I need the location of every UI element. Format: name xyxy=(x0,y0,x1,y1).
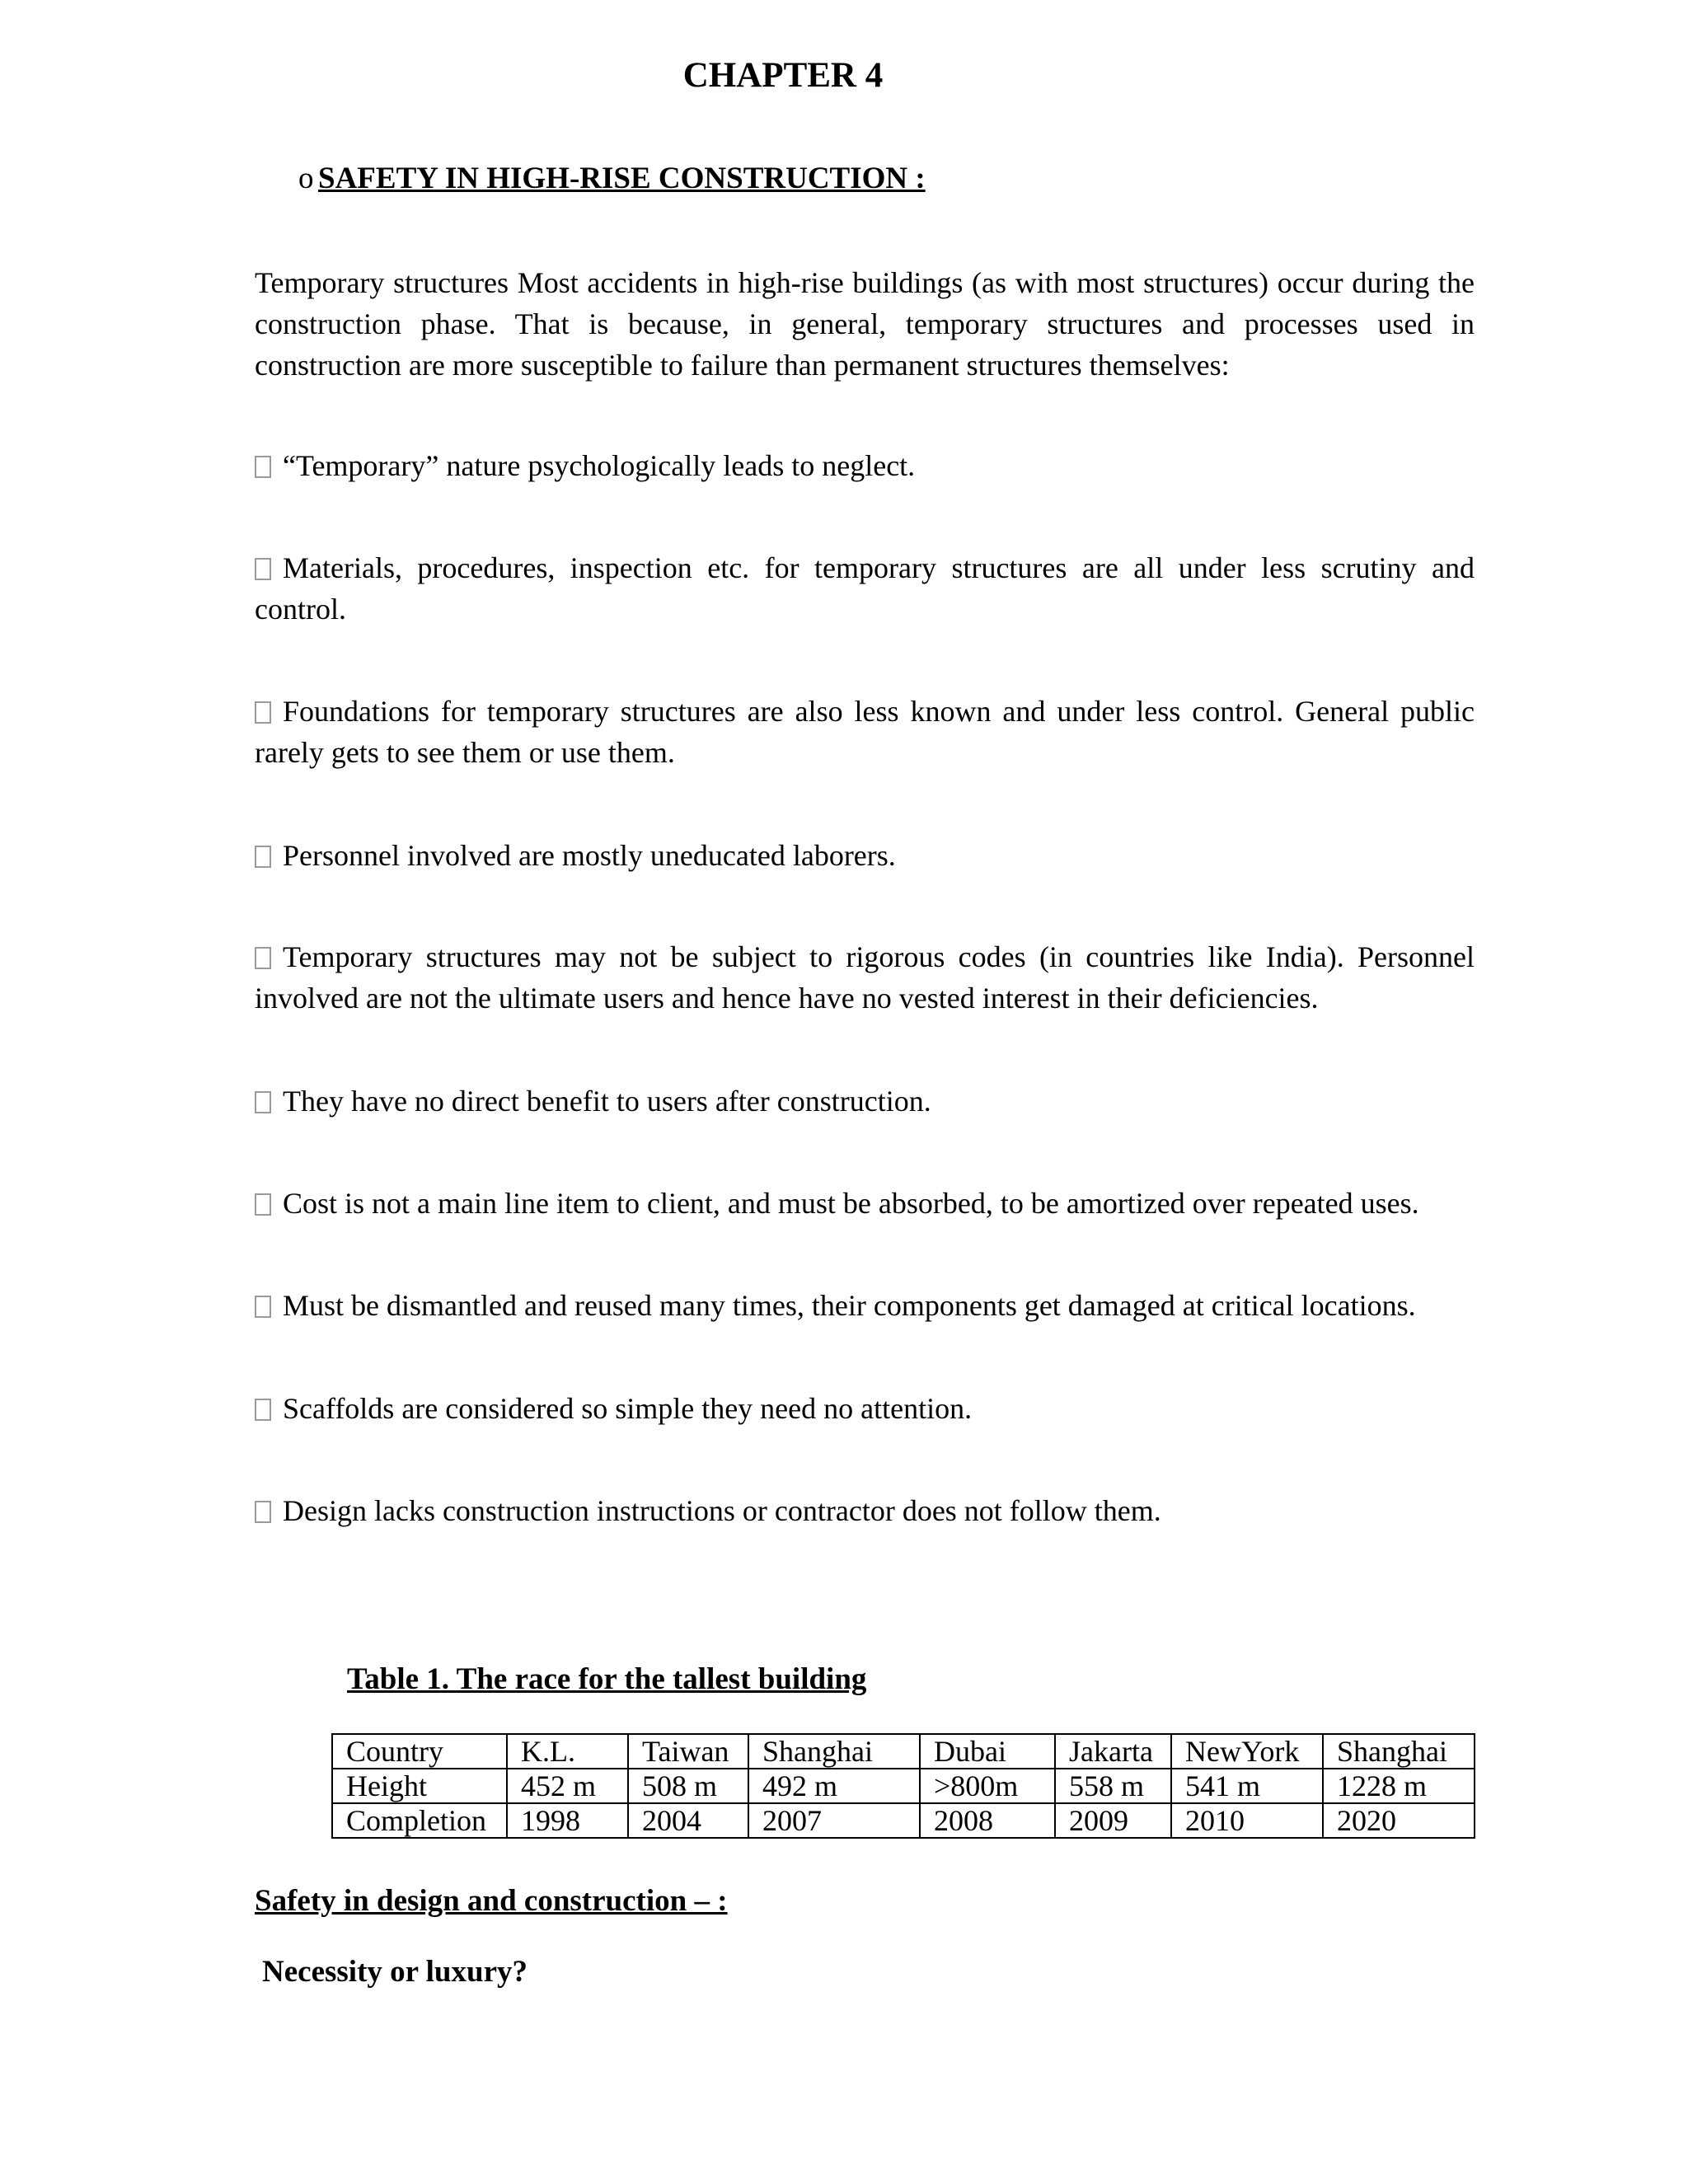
subsection-heading: Safety in design and construction – : xyxy=(255,1884,728,1918)
checkbox-bullet-icon xyxy=(255,1193,271,1216)
bullet-item-4 xyxy=(255,835,1475,876)
bullet-item-10 xyxy=(255,1490,1475,1531)
table-cell: Country xyxy=(332,1734,507,1769)
checkbox-bullet-icon xyxy=(255,1091,271,1113)
table-cell: 452 m xyxy=(507,1769,628,1803)
table-cell: 2009 xyxy=(1055,1803,1171,1838)
section-bullet: o xyxy=(298,162,314,195)
table-cell: 2004 xyxy=(628,1803,748,1838)
checkbox-bullet-icon xyxy=(255,456,271,478)
bullet-text: Foundations for temporary structures are also less known and under less control. General public rarely gets to see them or use them. xyxy=(255,695,1475,769)
intro-paragraph: Temporary structures Most accidents in high-rise buildings (as with most structures) occur during the construction phase. That is because, in general, temporary structures and processes used in construction are more susceptible to failure than permanent structures themselves: xyxy=(255,266,1475,382)
checkbox-bullet-icon xyxy=(255,558,271,580)
bullet-item-5 xyxy=(255,936,1475,1019)
bullet-item-7 xyxy=(255,1183,1475,1224)
checkbox-bullet-icon xyxy=(255,1501,271,1523)
table-row xyxy=(332,1803,1475,1838)
checkbox-bullet-icon xyxy=(255,947,271,969)
bullet-text: Materials, procedures, inspection etc. for temporary structures are all under less scrutiny and control. xyxy=(255,551,1475,626)
table-row xyxy=(332,1734,1475,1769)
bullet-text: Cost is not a main line item to client, and must be absorbed, to be amortized over repeated uses. xyxy=(283,1187,1419,1220)
checkbox-bullet-icon xyxy=(255,701,271,724)
table-cell: 1228 m xyxy=(1323,1769,1475,1803)
tallest-building-table xyxy=(331,1733,1475,1839)
table-cell: 492 m xyxy=(748,1769,920,1803)
table-cell: Taiwan xyxy=(628,1734,748,1769)
table-cell: >800m xyxy=(920,1769,1055,1803)
section-heading-text: SAFETY IN HIGH-RISE CONSTRUCTION : xyxy=(318,162,926,195)
checkbox-bullet-icon xyxy=(255,1296,271,1318)
bullet-text: They have no direct benefit to users after construction. xyxy=(283,1085,931,1118)
table-cell: Shanghai xyxy=(1323,1734,1475,1769)
bullet-text: Scaffolds are considered so simple they need no attention. xyxy=(283,1392,973,1425)
table-cell: 1998 xyxy=(507,1803,628,1838)
table-cell: K.L. xyxy=(507,1734,628,1769)
table-cell: 2008 xyxy=(920,1803,1055,1838)
table-cell: Height xyxy=(332,1769,507,1803)
checkbox-bullet-icon xyxy=(255,846,271,868)
bullet-item-1 xyxy=(255,445,1475,486)
table-cell: 2010 xyxy=(1171,1803,1323,1838)
chapter-title: CHAPTER 4 xyxy=(682,56,884,95)
table-cell: 558 m xyxy=(1055,1769,1171,1803)
checkbox-bullet-icon xyxy=(255,1399,271,1421)
bullet-text: Temporary structures may not be subject to rigorous codes (in countries like India). Personnel involved are not the ultimate users and hence have no vested interest in their deficiencies. xyxy=(255,940,1475,1015)
table-cell: NewYork xyxy=(1171,1734,1323,1769)
table-row xyxy=(332,1769,1475,1803)
section-heading xyxy=(298,158,926,199)
table-cell: Dubai xyxy=(920,1734,1055,1769)
bullet-item-3 xyxy=(255,691,1475,773)
bullet-text: Personnel involved are mostly uneducated laborers. xyxy=(283,839,896,872)
bullet-item-9 xyxy=(255,1388,1475,1429)
table-cell: Jakarta xyxy=(1055,1734,1171,1769)
bullet-text: Design lacks construction instructions or contractor does not follow them. xyxy=(283,1494,1161,1527)
table-cell: 2020 xyxy=(1323,1803,1475,1838)
bullet-item-2 xyxy=(255,547,1475,630)
table-cell: 508 m xyxy=(628,1769,748,1803)
bullet-item-8 xyxy=(255,1285,1475,1326)
table-cell: 541 m xyxy=(1171,1769,1323,1803)
bullet-item-6 xyxy=(255,1080,1475,1122)
table-cell: Shanghai xyxy=(748,1734,920,1769)
table-cell: Completion xyxy=(332,1803,507,1838)
table-cell: 2007 xyxy=(748,1803,920,1838)
bullet-text: “Temporary” nature psychologically leads to neglect. xyxy=(283,449,916,482)
bullet-text: Must be dismantled and reused many times, their components get damaged at critical locations. xyxy=(283,1289,1416,1322)
table-caption: Table 1. The race for the tallest building xyxy=(347,1662,867,1696)
question-heading: Necessity or luxury? xyxy=(262,1955,528,1989)
